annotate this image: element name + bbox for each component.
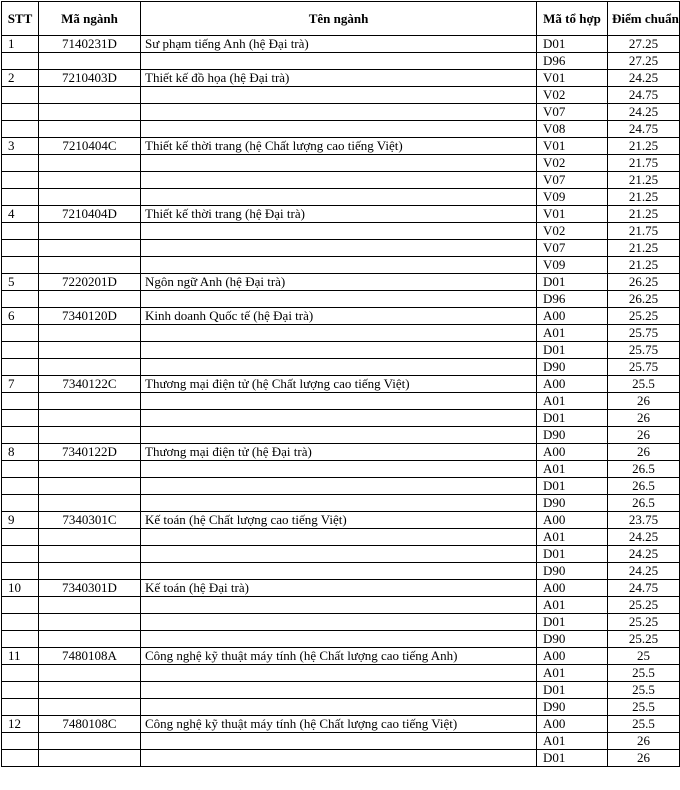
ten-nganh-cell: Kế toán (hệ Chất lượng cao tiếng Việt): [141, 512, 537, 529]
ma-to-hop-cell: D01: [537, 36, 608, 53]
ma-to-hop-cell: V08: [537, 121, 608, 138]
stt-cell: [2, 750, 39, 767]
stt-cell: [2, 699, 39, 716]
table-row: [2, 70, 680, 87]
table-row: [2, 393, 680, 410]
ten-nganh-cell: Thiết kế thời trang (hệ Chất lượng cao tiếng Việt): [141, 138, 537, 155]
admission-scores-table: [1, 1, 680, 767]
table-row: [2, 138, 680, 155]
diem-chuan-cell: 27.25: [608, 53, 680, 70]
stt-cell: 10: [2, 580, 39, 597]
diem-chuan-cell: 25.5: [608, 699, 680, 716]
ma-nganh-cell: [39, 155, 141, 172]
ma-nganh-cell: [39, 291, 141, 308]
ma-to-hop-cell: D90: [537, 495, 608, 512]
ma-to-hop-cell: A00: [537, 376, 608, 393]
ma-nganh-cell: [39, 172, 141, 189]
table-row: [2, 614, 680, 631]
diem-chuan-cell: 26: [608, 393, 680, 410]
table-row: [2, 665, 680, 682]
table-row: [2, 87, 680, 104]
table-row: [2, 291, 680, 308]
ma-nganh-cell: [39, 631, 141, 648]
stt-cell: [2, 155, 39, 172]
stt-cell: 11: [2, 648, 39, 665]
diem-chuan-cell: 26.5: [608, 461, 680, 478]
ma-nganh-cell: [39, 597, 141, 614]
stt-cell: 5: [2, 274, 39, 291]
ma-to-hop-cell: D90: [537, 359, 608, 376]
ten-nganh-cell: [141, 546, 537, 563]
diem-chuan-cell: 25.25: [608, 614, 680, 631]
table-row: [2, 121, 680, 138]
table-row: [2, 563, 680, 580]
ma-nganh-cell: [39, 665, 141, 682]
ten-nganh-cell: [141, 291, 537, 308]
ma-nganh-cell: 7210404D: [39, 206, 141, 223]
ma-nganh-cell: [39, 699, 141, 716]
ma-to-hop-cell: A00: [537, 580, 608, 597]
diem-chuan-cell: 25.75: [608, 359, 680, 376]
ma-to-hop-cell: V07: [537, 104, 608, 121]
ma-to-hop-cell: A01: [537, 665, 608, 682]
ma-nganh-cell: [39, 257, 141, 274]
ten-nganh-cell: [141, 597, 537, 614]
table-body: [2, 36, 680, 767]
table-row: [2, 240, 680, 257]
ma-nganh-cell: 7480108C: [39, 716, 141, 733]
ten-nganh-cell: Thiết kế đồ họa (hệ Đại trà): [141, 70, 537, 87]
ten-nganh-cell: [141, 410, 537, 427]
ma-to-hop-cell: D01: [537, 342, 608, 359]
ma-nganh-cell: [39, 410, 141, 427]
ten-nganh-cell: [141, 189, 537, 206]
table-row: [2, 597, 680, 614]
ma-nganh-cell: [39, 87, 141, 104]
ma-nganh-cell: [39, 223, 141, 240]
stt-cell: [2, 478, 39, 495]
diem-chuan-cell: 21.25: [608, 189, 680, 206]
ma-to-hop-cell: D01: [537, 750, 608, 767]
ma-nganh-cell: 7220201D: [39, 274, 141, 291]
table-row: [2, 104, 680, 121]
ten-nganh-cell: [141, 614, 537, 631]
ten-nganh-cell: Công nghệ kỹ thuật máy tính (hệ Chất lượng cao tiếng Anh): [141, 648, 537, 665]
ma-nganh-cell: 7340122C: [39, 376, 141, 393]
diem-chuan-cell: 24.75: [608, 580, 680, 597]
ma-to-hop-cell: D01: [537, 682, 608, 699]
ten-nganh-cell: [141, 461, 537, 478]
ten-nganh-cell: [141, 495, 537, 512]
ma-nganh-cell: [39, 121, 141, 138]
stt-cell: [2, 189, 39, 206]
ten-nganh-cell: [141, 682, 537, 699]
ten-nganh-cell: [141, 665, 537, 682]
diem-chuan-cell: 26.25: [608, 274, 680, 291]
stt-cell: [2, 495, 39, 512]
stt-cell: [2, 121, 39, 138]
diem-chuan-cell: 26.25: [608, 291, 680, 308]
ten-nganh-cell: [141, 223, 537, 240]
ma-to-hop-cell: V01: [537, 206, 608, 223]
table-row: [2, 189, 680, 206]
ma-nganh-cell: [39, 393, 141, 410]
ten-nganh-cell: [141, 257, 537, 274]
diem-chuan-cell: 26: [608, 750, 680, 767]
ten-nganh-cell: Kinh doanh Quốc tế (hệ Đại trà): [141, 308, 537, 325]
ten-nganh-cell: Ngôn ngữ Anh (hệ Đại trà): [141, 274, 537, 291]
ten-nganh-cell: [141, 172, 537, 189]
stt-cell: [2, 104, 39, 121]
ma-nganh-cell: 7210404C: [39, 138, 141, 155]
stt-cell: 6: [2, 308, 39, 325]
ten-nganh-cell: [141, 478, 537, 495]
diem-chuan-cell: 25.5: [608, 682, 680, 699]
ten-nganh-cell: [141, 155, 537, 172]
table-row: [2, 648, 680, 665]
stt-cell: [2, 359, 39, 376]
header-row: [2, 2, 680, 36]
stt-cell: [2, 614, 39, 631]
header-stt: STT: [2, 2, 39, 36]
ten-nganh-cell: Thương mại điện tử (hệ Đại trà): [141, 444, 537, 461]
ma-to-hop-cell: D90: [537, 699, 608, 716]
ten-nganh-cell: [141, 53, 537, 70]
ten-nganh-cell: [141, 359, 537, 376]
diem-chuan-cell: 25.5: [608, 716, 680, 733]
ten-nganh-cell: [141, 699, 537, 716]
table-row: [2, 682, 680, 699]
diem-chuan-cell: 26: [608, 444, 680, 461]
ma-to-hop-cell: A00: [537, 308, 608, 325]
ma-nganh-cell: [39, 682, 141, 699]
ten-nganh-cell: Sư phạm tiếng Anh (hệ Đại trà): [141, 36, 537, 53]
ma-nganh-cell: 7340122D: [39, 444, 141, 461]
stt-cell: [2, 529, 39, 546]
stt-cell: [2, 342, 39, 359]
ma-nganh-cell: [39, 733, 141, 750]
table-row: [2, 155, 680, 172]
diem-chuan-cell: 25.5: [608, 376, 680, 393]
diem-chuan-cell: 23.75: [608, 512, 680, 529]
diem-chuan-cell: 26: [608, 410, 680, 427]
ma-nganh-cell: [39, 359, 141, 376]
diem-chuan-cell: 24.25: [608, 529, 680, 546]
ma-nganh-cell: [39, 427, 141, 444]
table-row: [2, 750, 680, 767]
ten-nganh-cell: Thương mại điện tử (hệ Chất lượng cao tiếng Việt): [141, 376, 537, 393]
diem-chuan-cell: 25.25: [608, 597, 680, 614]
diem-chuan-cell: 21.25: [608, 138, 680, 155]
ten-nganh-cell: [141, 750, 537, 767]
table-row: [2, 512, 680, 529]
ten-nganh-cell: [141, 121, 537, 138]
stt-cell: [2, 257, 39, 274]
ma-nganh-cell: [39, 495, 141, 512]
ma-to-hop-cell: V01: [537, 138, 608, 155]
stt-cell: [2, 172, 39, 189]
stt-cell: [2, 393, 39, 410]
ma-nganh-cell: [39, 478, 141, 495]
diem-chuan-cell: 26.5: [608, 478, 680, 495]
ma-to-hop-cell: V09: [537, 189, 608, 206]
table-row: [2, 580, 680, 597]
table-row: [2, 631, 680, 648]
stt-cell: 7: [2, 376, 39, 393]
stt-cell: [2, 563, 39, 580]
ma-to-hop-cell: D90: [537, 563, 608, 580]
diem-chuan-cell: 21.75: [608, 223, 680, 240]
ma-nganh-cell: 7340120D: [39, 308, 141, 325]
stt-cell: 8: [2, 444, 39, 461]
stt-cell: [2, 87, 39, 104]
ten-nganh-cell: [141, 631, 537, 648]
header-diem-chuan: Điểm chuẩn: [608, 2, 680, 36]
ten-nganh-cell: [141, 563, 537, 580]
ma-to-hop-cell: A01: [537, 597, 608, 614]
ma-to-hop-cell: V09: [537, 257, 608, 274]
table-row: [2, 546, 680, 563]
stt-cell: 12: [2, 716, 39, 733]
ten-nganh-cell: Thiết kế thời trang (hệ Đại trà): [141, 206, 537, 223]
stt-cell: [2, 291, 39, 308]
diem-chuan-cell: 26: [608, 427, 680, 444]
ma-to-hop-cell: A00: [537, 648, 608, 665]
ma-nganh-cell: [39, 563, 141, 580]
stt-cell: 3: [2, 138, 39, 155]
table-row: [2, 359, 680, 376]
ten-nganh-cell: [141, 529, 537, 546]
ma-to-hop-cell: D01: [537, 546, 608, 563]
ma-nganh-cell: [39, 53, 141, 70]
stt-cell: [2, 223, 39, 240]
ten-nganh-cell: [141, 87, 537, 104]
header-ma-nganh: Mã ngành: [39, 2, 141, 36]
ma-nganh-cell: [39, 461, 141, 478]
diem-chuan-cell: 21.25: [608, 240, 680, 257]
table-row: [2, 410, 680, 427]
diem-chuan-cell: 25.5: [608, 665, 680, 682]
ma-nganh-cell: [39, 240, 141, 257]
diem-chuan-cell: 24.25: [608, 70, 680, 87]
diem-chuan-cell: 21.25: [608, 257, 680, 274]
stt-cell: [2, 733, 39, 750]
ma-to-hop-cell: D01: [537, 274, 608, 291]
stt-cell: [2, 53, 39, 70]
table-row: [2, 308, 680, 325]
ma-nganh-cell: [39, 104, 141, 121]
ma-to-hop-cell: D01: [537, 478, 608, 495]
ten-nganh-cell: [141, 733, 537, 750]
table-row: [2, 427, 680, 444]
stt-cell: [2, 325, 39, 342]
table-row: [2, 478, 680, 495]
stt-cell: [2, 240, 39, 257]
table-row: [2, 53, 680, 70]
ma-nganh-cell: [39, 342, 141, 359]
ma-to-hop-cell: A00: [537, 512, 608, 529]
stt-cell: [2, 597, 39, 614]
table-row: [2, 733, 680, 750]
table-row: [2, 376, 680, 393]
ma-to-hop-cell: V07: [537, 172, 608, 189]
stt-cell: 9: [2, 512, 39, 529]
ma-nganh-cell: [39, 614, 141, 631]
ma-to-hop-cell: A01: [537, 325, 608, 342]
ten-nganh-cell: [141, 427, 537, 444]
ma-nganh-cell: 7210403D: [39, 70, 141, 87]
ma-to-hop-cell: D90: [537, 631, 608, 648]
table-row: [2, 699, 680, 716]
stt-cell: [2, 682, 39, 699]
ten-nganh-cell: Kế toán (hệ Đại trà): [141, 580, 537, 597]
table-row: [2, 325, 680, 342]
stt-cell: 1: [2, 36, 39, 53]
ma-nganh-cell: 7140231D: [39, 36, 141, 53]
diem-chuan-cell: 24.25: [608, 546, 680, 563]
ten-nganh-cell: [141, 342, 537, 359]
ma-nganh-cell: 7340301D: [39, 580, 141, 597]
table-row: [2, 444, 680, 461]
stt-cell: 2: [2, 70, 39, 87]
diem-chuan-cell: 25: [608, 648, 680, 665]
ma-to-hop-cell: V02: [537, 223, 608, 240]
table-row: [2, 206, 680, 223]
stt-cell: [2, 631, 39, 648]
ma-to-hop-cell: A01: [537, 733, 608, 750]
header-ma-to-hop: Mã tổ hợp: [537, 2, 608, 36]
diem-chuan-cell: 21.75: [608, 155, 680, 172]
ma-to-hop-cell: A01: [537, 461, 608, 478]
ten-nganh-cell: [141, 104, 537, 121]
stt-cell: [2, 546, 39, 563]
diem-chuan-cell: 26.5: [608, 495, 680, 512]
ma-to-hop-cell: A01: [537, 529, 608, 546]
table-row: [2, 716, 680, 733]
ma-nganh-cell: [39, 750, 141, 767]
diem-chuan-cell: 21.25: [608, 172, 680, 189]
ma-to-hop-cell: D96: [537, 53, 608, 70]
diem-chuan-cell: 26: [608, 733, 680, 750]
table-row: [2, 529, 680, 546]
ma-to-hop-cell: V01: [537, 70, 608, 87]
ten-nganh-cell: [141, 393, 537, 410]
ma-to-hop-cell: A00: [537, 444, 608, 461]
table-row: [2, 172, 680, 189]
ma-nganh-cell: 7340301C: [39, 512, 141, 529]
ma-to-hop-cell: D96: [537, 291, 608, 308]
ma-nganh-cell: [39, 325, 141, 342]
ma-to-hop-cell: A00: [537, 716, 608, 733]
diem-chuan-cell: 25.75: [608, 325, 680, 342]
ma-to-hop-cell: V02: [537, 155, 608, 172]
table-row: [2, 223, 680, 240]
ma-nganh-cell: [39, 189, 141, 206]
diem-chuan-cell: 24.25: [608, 563, 680, 580]
ma-to-hop-cell: V07: [537, 240, 608, 257]
diem-chuan-cell: 24.75: [608, 121, 680, 138]
table-row: [2, 461, 680, 478]
stt-cell: [2, 410, 39, 427]
diem-chuan-cell: 21.25: [608, 206, 680, 223]
diem-chuan-cell: 25.25: [608, 308, 680, 325]
diem-chuan-cell: 24.25: [608, 104, 680, 121]
ten-nganh-cell: Công nghệ kỹ thuật máy tính (hệ Chất lượng cao tiếng Việt): [141, 716, 537, 733]
table-row: [2, 257, 680, 274]
table-row: [2, 495, 680, 512]
stt-cell: [2, 427, 39, 444]
ma-nganh-cell: [39, 529, 141, 546]
ten-nganh-cell: [141, 325, 537, 342]
diem-chuan-cell: 27.25: [608, 36, 680, 53]
ma-to-hop-cell: D90: [537, 427, 608, 444]
stt-cell: [2, 461, 39, 478]
ma-to-hop-cell: D01: [537, 614, 608, 631]
ma-nganh-cell: [39, 546, 141, 563]
table-row: [2, 342, 680, 359]
ma-to-hop-cell: V02: [537, 87, 608, 104]
diem-chuan-cell: 24.75: [608, 87, 680, 104]
ten-nganh-cell: [141, 240, 537, 257]
diem-chuan-cell: 25.75: [608, 342, 680, 359]
ma-to-hop-cell: A01: [537, 393, 608, 410]
table-row: [2, 36, 680, 53]
ma-nganh-cell: 7480108A: [39, 648, 141, 665]
stt-cell: [2, 665, 39, 682]
stt-cell: 4: [2, 206, 39, 223]
table-row: [2, 274, 680, 291]
diem-chuan-cell: 25.25: [608, 631, 680, 648]
ma-to-hop-cell: D01: [537, 410, 608, 427]
header-ten-nganh: Tên ngành: [141, 2, 537, 36]
